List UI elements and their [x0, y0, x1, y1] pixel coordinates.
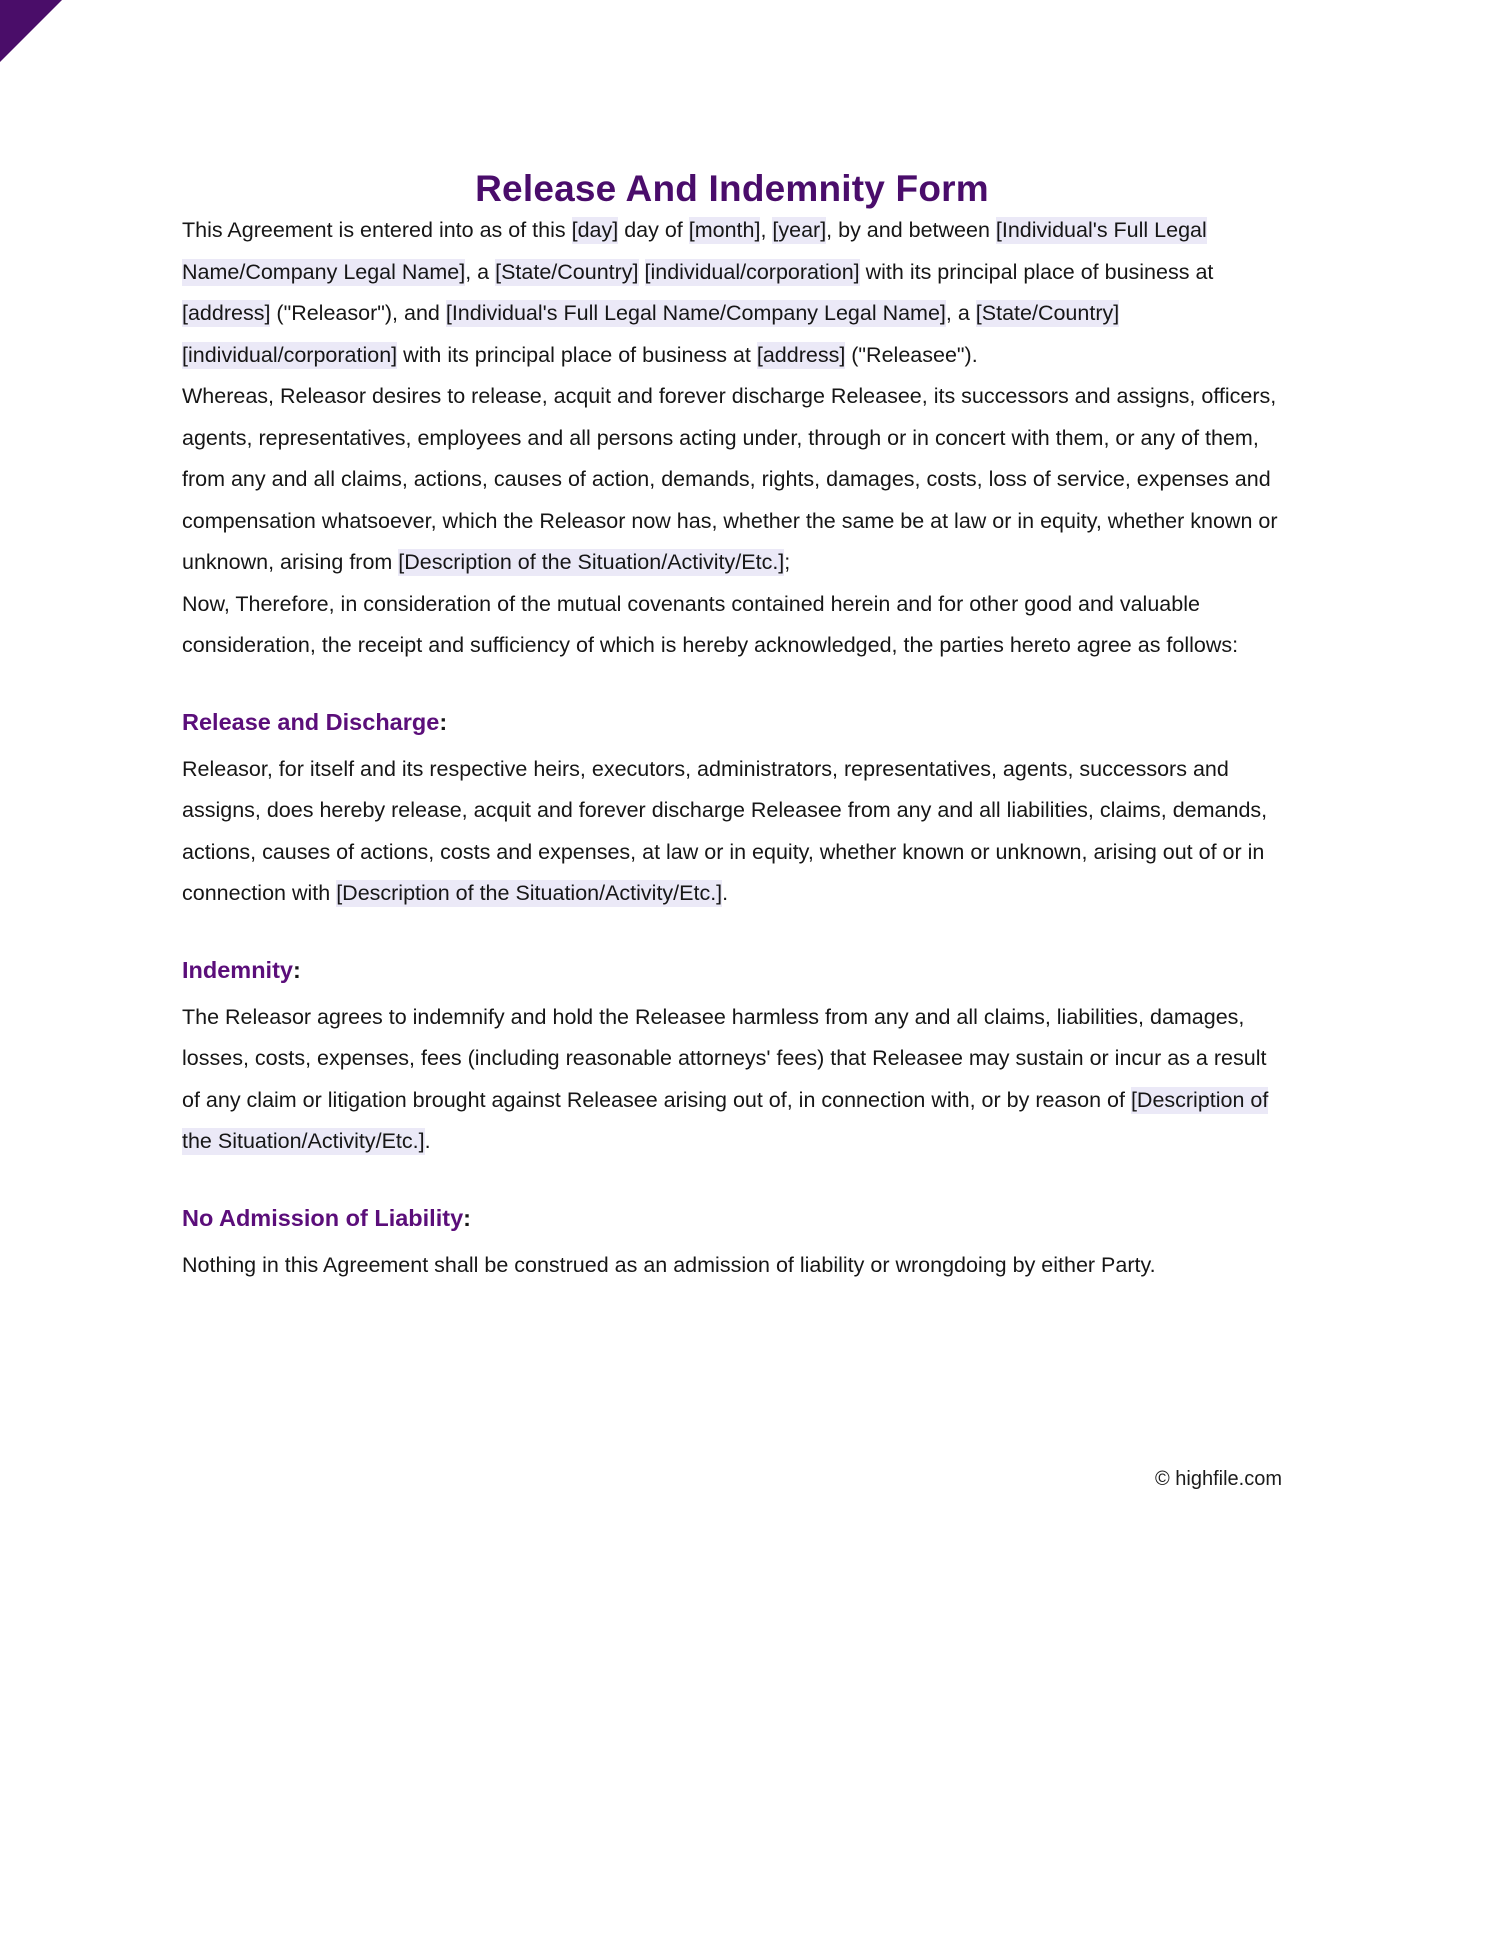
- section-heading-release-and-discharge: [182, 705, 1282, 739]
- footer-copyright: © highfile.com: [1154, 1468, 1282, 1490]
- document-content: [182, 0, 1282, 1490]
- footer: [182, 1465, 1282, 1493]
- section-body-text-2-1: Nothing in this Agreement shall be construed as an admission of liability or wrongdoing by either Party.: [182, 1252, 1156, 1277]
- now-therefore-paragraph: Now, Therefore, in consideration of the mutual covenants contained herein and for other good and valuable consideration, the receipt and sufficiency of which is hereby acknowledged, the parties hereto agree as follows:: [182, 591, 1239, 657]
- section-heading-label-2: No Admission of Liability: [182, 1204, 464, 1231]
- section-heading-colon-1: :: [292, 956, 301, 983]
- placeholder-releasee-state[interactable]: [State/Country]: [975, 301, 1120, 325]
- section-heading-label-0: Release and Discharge: [182, 708, 440, 735]
- whereas-text-2: ;: [784, 550, 791, 574]
- placeholder-year[interactable]: [year]: [772, 218, 827, 242]
- intro-text-12: ("Releasee").: [845, 342, 978, 367]
- intro-text-2: day of: [618, 218, 689, 242]
- intro-text-6: [639, 260, 645, 284]
- section-body-no-admission-of-liability: [182, 1245, 1282, 1287]
- section-heading-colon-0: :: [439, 708, 448, 735]
- placeholder-releasee-name[interactable]: [Individual's Full Legal Name/Company Legal Name]: [445, 301, 946, 325]
- placeholder-releasee-entity-type[interactable]: [individual/corporation]: [182, 342, 398, 367]
- whereas-text-1: Whereas, Releasor desires to release, acquit and forever discharge Releasee, its successors and assigns, officers, agents, representatives, employees and all persons acting under, through or in concert with them, or any of them, from any and all claims, actions, causes of action, demands, rights, damages, costs, loss of service, expenses and compensation whatsoever, which the Releasor now has, whether the same be at law or in equity, whether known or unknown, arising from: [182, 384, 1278, 574]
- placeholder-day[interactable]: [day]: [571, 218, 619, 242]
- purple-triangle-decoration: [0, 0, 62, 62]
- intro-text-5: , a: [465, 259, 496, 284]
- intro-text-3: ,: [760, 218, 773, 242]
- section-body-text-1-1: The Releasor agrees to indemnify and hold the Releasee harmless from any and all claims, liabilities, damages, losses, costs, expenses, fees (including reasonable attorneys' fees) that Releasee may sustain or incur as a result of any claim or litigation brought against Releasee arising out of, in connection with, or by reason of: [182, 1004, 1267, 1112]
- placeholder-month[interactable]: [month]: [688, 218, 761, 242]
- section-body-text-1-2: .: [424, 1129, 431, 1153]
- section-heading-indemnity: [182, 953, 1282, 987]
- section-heading-label-1: Indemnity: [182, 956, 293, 983]
- placeholder-releasor-entity-type[interactable]: [individual/corporation]: [644, 259, 860, 284]
- intro-text-7: with its principal place of business at: [859, 259, 1214, 284]
- section-body-text-0-1: Releasor, for itself and its respective heirs, executors, administrators, representatives, agents, successors and assigns, does hereby release, acquit and forever discharge Releasee from any and all liabilities, claims, demands, actions, causes of actions, costs and expenses, at law or in equity, whether known or unknown, arising out of or in connection with: [182, 756, 1268, 905]
- whereas-paragraph: [182, 376, 1282, 584]
- section-body-release-and-discharge: [182, 749, 1282, 915]
- intro-text-4: , by and between: [826, 218, 996, 242]
- placeholder-releasor-name[interactable]: [Individual's Full Legal Name/Company Legal Name]: [182, 218, 1207, 284]
- intro-text-11: with its principal place of business at: [397, 342, 757, 367]
- intro-paragraph: [182, 210, 1282, 376]
- section-heading-no-admission-of-liability: [182, 1201, 1282, 1235]
- placeholder-releasor-address[interactable]: [address]: [182, 301, 271, 325]
- placeholder-releasor-state[interactable]: [State/Country]: [495, 259, 639, 284]
- intro-text-1: This Agreement is entered into as of this: [182, 218, 572, 242]
- placeholder-whereas-description[interactable]: [Description of the Situation/Activity/Etc.]: [398, 550, 785, 574]
- section-body-indemnity: [182, 997, 1282, 1163]
- intro-text-8: ("Releasor"), and: [270, 301, 446, 325]
- section-body-text-0-2: .: [722, 881, 729, 905]
- placeholder-releasee-address[interactable]: [address]: [756, 342, 846, 367]
- section-heading-colon-2: :: [463, 1204, 471, 1231]
- intro-text-9: , a: [945, 301, 976, 325]
- page-title: Release And Indemnity Form: [475, 168, 989, 209]
- placeholder-release-description[interactable]: [Description of the Situation/Activity/Etc.]: [336, 881, 723, 905]
- placeholder-indemnity-description[interactable]: [Description of the Situation/Activity/Etc.]: [182, 1087, 1269, 1153]
